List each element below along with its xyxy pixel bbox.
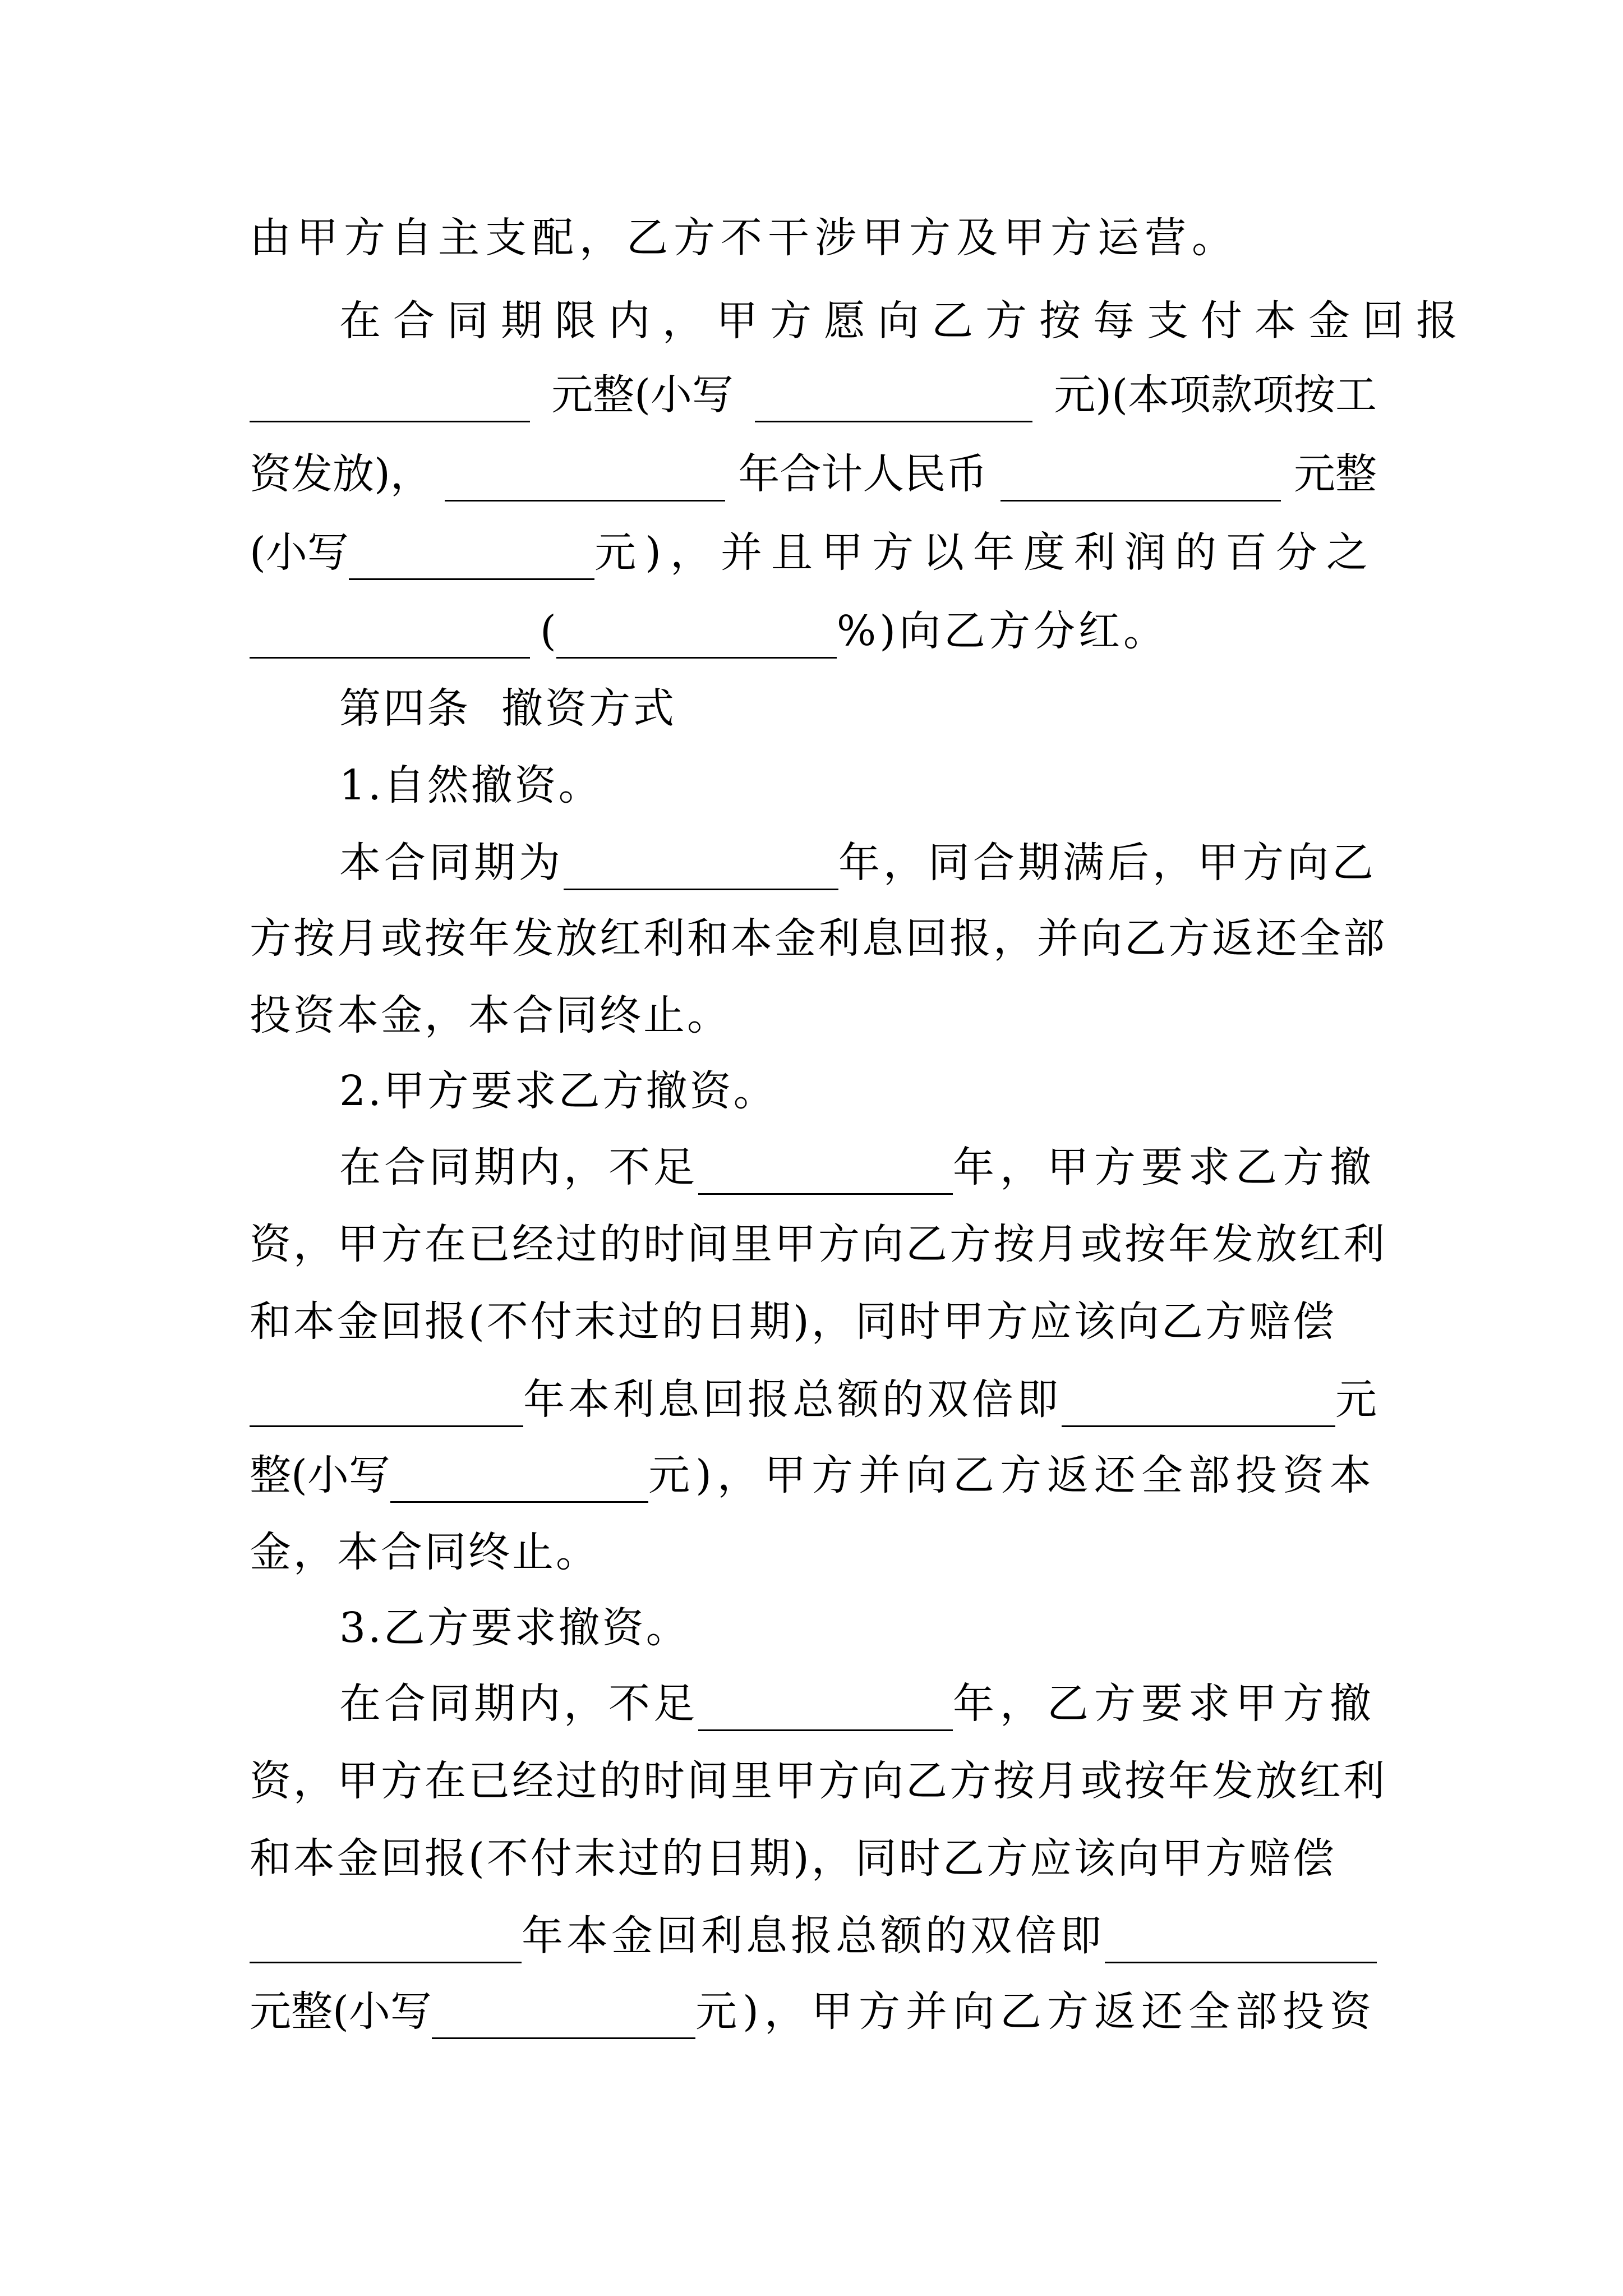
fill-in-blank[interactable] — [250, 379, 530, 422]
text: 元整(小写 — [551, 371, 734, 419]
paragraph-line — [250, 896, 1387, 981]
paragraph-line — [250, 1202, 1387, 1286]
fill-in-blank[interactable] — [250, 1384, 523, 1427]
fill-in-blank[interactable] — [556, 615, 837, 659]
paragraph-line — [250, 353, 1377, 437]
clause-heading — [339, 1049, 1377, 1133]
paragraph-line — [250, 973, 1377, 1057]
text: (小写 — [250, 528, 349, 577]
fill-in-blank[interactable] — [390, 1460, 648, 1503]
paragraph-line — [250, 1358, 1377, 1442]
paragraph-line — [339, 279, 1470, 363]
paragraph-line — [339, 1662, 1377, 1746]
text: 在合同期限内，甲方愿向乙方按每支付本金回报 — [339, 297, 1470, 345]
fill-in-blank[interactable] — [564, 847, 838, 890]
text: 第四条 撤资方式 — [339, 684, 677, 733]
text: 资发放)， — [250, 450, 432, 498]
text: ( — [540, 607, 556, 655]
fill-in-blank[interactable] — [250, 615, 530, 659]
text: 本合同期为 — [339, 839, 564, 887]
text: 整(小写 — [250, 1451, 390, 1499]
text: 金，本合同终止。 — [250, 1528, 600, 1576]
text: 年本利息回报总额的双倍即 — [523, 1375, 1062, 1424]
clause-heading — [339, 1586, 1377, 1670]
text: 元)，甲方并向乙方返还全部投资 — [695, 1987, 1377, 2036]
text: 年，甲方要求乙方撤 — [953, 1143, 1377, 1191]
text: 年本金回利息报总额的双倍即 — [522, 1912, 1105, 1960]
article-heading — [339, 666, 1377, 751]
fill-in-blank[interactable] — [445, 458, 725, 501]
paragraph-line — [339, 821, 1377, 905]
paragraph-line — [250, 1970, 1377, 2054]
paragraph-line — [250, 196, 1377, 280]
text: 和本金回报(不付末过的日期)，同时甲方应该向乙方赔偿 — [250, 1297, 1336, 1346]
fill-in-blank[interactable] — [349, 537, 594, 580]
text: 元)，甲方并向乙方返还全部投资本 — [648, 1451, 1377, 1499]
text: 元 — [1335, 1375, 1377, 1424]
text: 元整(小写 — [250, 1987, 432, 2036]
fill-in-blank[interactable] — [698, 1152, 953, 1195]
text: 资，甲方在已经过的时间里甲方向乙方按月或按年发放红利 — [250, 1757, 1387, 1805]
text: 3.乙方要求撤资。 — [339, 1604, 690, 1652]
fill-in-blank[interactable] — [1062, 1384, 1335, 1427]
paragraph-line — [250, 432, 1377, 516]
text: 由甲方自主支配，乙方不干涉甲方及甲方运营。 — [250, 214, 1239, 262]
paragraph-line — [250, 1510, 1377, 1594]
text: 年合计人民币 — [738, 450, 988, 498]
text: 在合同期内，不足 — [339, 1680, 698, 1728]
paragraph-line — [250, 510, 1377, 595]
paragraph-line — [250, 1816, 1377, 1901]
paragraph-line — [250, 1894, 1377, 1978]
fill-in-blank[interactable] — [1000, 458, 1281, 501]
paragraph-line — [250, 1739, 1387, 1823]
paragraph-line — [250, 1280, 1377, 1364]
clause-heading — [339, 743, 1377, 827]
fill-in-blank[interactable] — [698, 1688, 953, 1731]
fill-in-blank[interactable] — [250, 1920, 522, 1963]
text: 年，乙方要求甲方撤 — [953, 1680, 1377, 1728]
fill-in-blank[interactable] — [1105, 1920, 1377, 1963]
text: 元整 — [1294, 450, 1377, 498]
text: 元)(本项款项按工 — [1054, 371, 1377, 419]
paragraph-line — [339, 1125, 1377, 1209]
text: 资，甲方在已经过的时间里甲方向乙方按月或按年发放红利 — [250, 1220, 1387, 1268]
text: 1.自然撤资。 — [339, 761, 602, 809]
text: 方按月或按年发放红利和本金利息回报，并向乙方返还全部 — [250, 914, 1387, 963]
fill-in-blank[interactable] — [755, 379, 1032, 422]
fill-in-blank[interactable] — [432, 1996, 695, 2039]
text: 年，同合期满后，甲方向乙 — [838, 839, 1377, 887]
text: 投资本金，本合同终止。 — [250, 991, 731, 1039]
text: 和本金回报(不付末过的日期)，同时乙方应该向甲方赔偿 — [250, 1834, 1336, 1883]
paragraph-line — [250, 589, 1377, 673]
text: 在合同期内，不足 — [339, 1143, 698, 1191]
text: 2.甲方要求乙方撤资。 — [339, 1067, 777, 1115]
text: %)向乙方分红。 — [836, 607, 1169, 655]
text: 元)，并且甲方以年度利润的百分之 — [594, 528, 1377, 577]
paragraph-line — [250, 1433, 1377, 1517]
